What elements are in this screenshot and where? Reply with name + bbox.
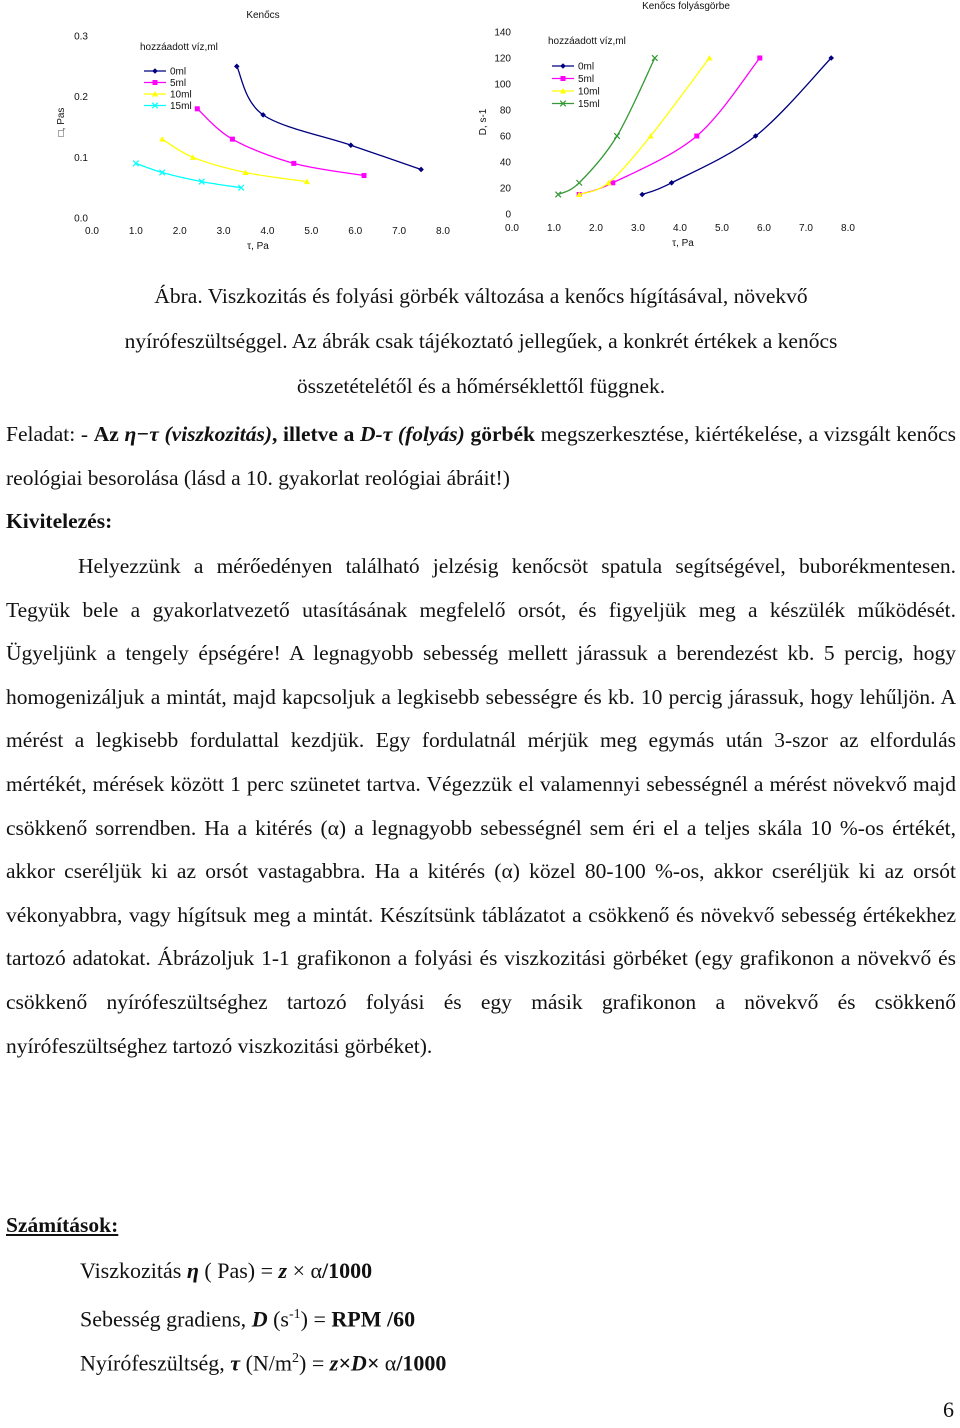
caption-line: nyírófeszültséggel. Az ábrák csak tájékoztató jellegűek, a konkrét értékek a kenőcs: [124, 329, 838, 353]
x-axis-label: τ, Pa: [672, 238, 694, 249]
x-tick-label: 4.0: [260, 226, 275, 237]
data-point: [694, 134, 699, 139]
data-point: [230, 137, 235, 142]
task-gorbek: görbék: [470, 422, 535, 446]
x-tick-label: 6.0: [348, 226, 363, 237]
legend-label: 0ml: [578, 61, 595, 73]
y-tick-label: 20: [499, 183, 511, 195]
formula-unit: (s: [267, 1306, 289, 1332]
task-rest: megszerkesztése, kiértékelése, a vizsgált kenőcs reológiai besorolása (lásd a 10. gyakorlat reológiai ábráit!): [6, 422, 956, 490]
y-tick-label: 0.3: [74, 31, 88, 43]
caption-line: Ábra. Viszkozitás és folyási görbék változása a kenőcs hígításával, növekvő: [154, 284, 808, 308]
x-axis-label: τ, Pa: [247, 241, 269, 252]
alpha-symbol: α: [384, 1350, 397, 1376]
formula-shear-stress: [80, 1339, 446, 1383]
alpha-symbol: α: [327, 815, 339, 840]
y-tick-label: 120: [494, 53, 511, 65]
plot-area: [555, 55, 834, 197]
formula-divisor: /1000: [322, 1258, 373, 1283]
caption-line: összetételétől és a hőmérséklettől függnek.: [296, 374, 666, 398]
legend: [144, 67, 192, 113]
data-point: [418, 167, 424, 173]
legend-label: 15ml: [170, 101, 192, 112]
x-tick-label: 7.0: [799, 223, 813, 234]
x-tick-label: 2.0: [589, 223, 603, 234]
legend-label: 15ml: [578, 99, 600, 110]
eta-symbol: η: [186, 1258, 199, 1283]
x-tick-label: 2.0: [172, 226, 187, 237]
flow-curve-chart: [470, 0, 870, 260]
y-tick-label: 0.0: [74, 213, 88, 225]
data-point: [234, 64, 240, 70]
tau-symbol: τ: [230, 1350, 241, 1376]
y-tick-label: 0.2: [74, 92, 88, 104]
z-symbol: z: [278, 1258, 288, 1283]
y-tick-label: 0: [505, 209, 511, 221]
page-number: 6: [943, 1397, 954, 1422]
formula-divisor: /1000: [396, 1350, 447, 1376]
x-tick-label: 3.0: [631, 223, 645, 234]
legend-marker: [153, 80, 158, 85]
data-point: [669, 180, 675, 186]
x-tick-label: 1.0: [547, 223, 561, 234]
y-tick-label: 100: [494, 79, 511, 91]
task-az: Az: [93, 422, 119, 446]
y-ticks: [494, 28, 511, 221]
section-heading-calculations: Számítások:: [6, 1213, 119, 1237]
x-tick-label: 8.0: [841, 223, 855, 234]
x-tick-label: 3.0: [216, 226, 231, 237]
y-ticks: [74, 32, 88, 225]
y-tick-label: 80: [499, 105, 511, 117]
series-line: [136, 163, 241, 187]
series-line: [642, 58, 831, 195]
data-point: [757, 56, 762, 61]
chart-title: Kenőcs folyásgörbe: [642, 1, 730, 12]
execution-text: ) közel 80-100 %-os, akkor cseréljük ki az orsót vékonyabbra, vagy hígítsuk meg a mintát. Készítsünk táblázatot a csökkenő és növekvő sebesség értékekhez tartozó adatokat. Ábrázoljuk 1-1 grafikonon a folyási és viszkozitási görbéket (egy grafikonon a növekvő és csökkenő nyírófeszültséghez tartozó folyási és egy másik grafikonon a növekvő és csökkenő nyírófeszültséghez tartozó viszkozitási görbéket).: [6, 859, 956, 1058]
x-tick-label: 4.0: [673, 223, 687, 234]
viscosity-chart: [40, 0, 480, 260]
formula-unit: ( Pas) =: [198, 1258, 279, 1283]
formula-label: Nyírófeszültség,: [80, 1350, 231, 1376]
data-point: [362, 173, 367, 178]
series-line: [579, 58, 760, 195]
formula-superscript: 2: [292, 1351, 300, 1366]
x-tick-label: 5.0: [304, 226, 319, 237]
task-paragraph: [6, 413, 956, 500]
task-illetve: , illetve a: [272, 422, 355, 446]
x-ticks: [505, 223, 855, 234]
data-point: [706, 55, 712, 61]
figure-caption: [6, 274, 956, 409]
data-point: [195, 106, 200, 111]
times-symbol: ×: [287, 1258, 311, 1283]
y-axis-label: D, s-1: [478, 108, 489, 136]
data-point: [133, 161, 139, 167]
alpha-symbol: α: [501, 859, 513, 884]
task-prefix: Feladat: -: [6, 422, 94, 446]
y-tick-label: 40: [499, 157, 511, 169]
legend-label: 10ml: [170, 89, 192, 101]
formula-viscosity: [80, 1251, 372, 1291]
series-line: [197, 109, 364, 176]
legend-title: hozzáadott víz,ml: [140, 42, 218, 53]
legend-title: hozzáadott víz,ml: [548, 36, 626, 47]
legend-label: 5ml: [170, 78, 187, 89]
execution-paragraph: [6, 545, 956, 1068]
x-tick-label: 0.0: [505, 223, 519, 234]
data-point: [614, 133, 620, 139]
y-tick-label: 60: [499, 131, 511, 143]
data-point: [291, 161, 296, 166]
x-tick-label: 7.0: [392, 226, 407, 237]
execution-text: Helyezzünk a mérőedényen található jelzésig kenőcsöt spatula segítségével, buborékmentesen. Tegyük bele a gyakorlatvezető utasításának megfelelő orsót, és figyeljük meg a készülék működését. Ügyeljünk a tengely épségére! A legnagyobb sebesség mellett járassuk a berendezést kb. 5 percig, hogy homogenizáljuk a mintát, majd kapcsoljuk a legkisebb sebességre és kb. 10 percig járassuk, hogy lehűljön. A mérést a legkisebb fordulattal kezdjük. Egy fordulatnál mérjük meg egymás után 3-szor az elfordulás mértékét, mérések között 1 perc szünetet tartva. Végezzük el valamennyi sebességnél a mérést növekvő majd csökkenő sorrendben. Ha a kitérés (: [6, 554, 956, 840]
viscosity-term: (viszkozitás): [164, 422, 272, 446]
legend-label: 5ml: [578, 74, 595, 85]
data-point: [639, 192, 645, 198]
x-tick-label: 5.0: [715, 223, 729, 234]
formula-unit: (N/m: [240, 1350, 293, 1376]
flow-term: (folyás): [397, 422, 465, 446]
d-tau-symbol: D-τ: [360, 422, 393, 446]
legend-marker: [152, 68, 158, 74]
formula-label: Sebesség gradiens,: [80, 1306, 252, 1332]
formula-equals: ) =: [300, 1306, 332, 1332]
formula-expression: z×D×: [329, 1350, 385, 1376]
formula-superscript: -1: [288, 1307, 301, 1322]
x-tick-label: 6.0: [757, 223, 771, 234]
formula-label: Viszkozitás: [80, 1258, 187, 1283]
y-tick-label: 140: [494, 27, 511, 39]
section-heading-execution: Kivitelezés:: [6, 509, 113, 533]
data-point: [576, 180, 582, 186]
legend-marker: [560, 63, 566, 69]
data-point: [555, 192, 561, 198]
execution-text: ) a legnagyobb sebességnél sem éri el a teljes skála 10 %-os értékét, akkor cseréljük ki az orsót vastagabbra. Ha a kitérés (: [6, 815, 957, 884]
eta-tau-symbol: η−τ: [124, 422, 159, 446]
data-point: [652, 55, 658, 61]
formula-shear-rate: [80, 1295, 415, 1339]
x-ticks: [85, 226, 450, 237]
data-point: [348, 142, 354, 148]
formula-rpm: RPM /60: [331, 1306, 416, 1332]
legend: [552, 62, 600, 111]
legend-label: 0ml: [170, 66, 187, 78]
x-tick-label: 1.0: [128, 226, 143, 237]
legend-marker: [561, 76, 566, 81]
x-tick-label: 0.0: [85, 226, 99, 237]
y-tick-label: 0.1: [74, 152, 88, 164]
data-point: [159, 136, 165, 142]
chart-title: Kenőcs: [246, 10, 280, 21]
formula-equals: ) =: [299, 1350, 330, 1376]
d-symbol: D: [251, 1306, 268, 1332]
y-axis-label: □, Pas: [56, 107, 67, 137]
legend-label: 10ml: [578, 86, 600, 98]
alpha-symbol: α: [310, 1258, 323, 1283]
x-tick-label: 8.0: [436, 226, 450, 237]
